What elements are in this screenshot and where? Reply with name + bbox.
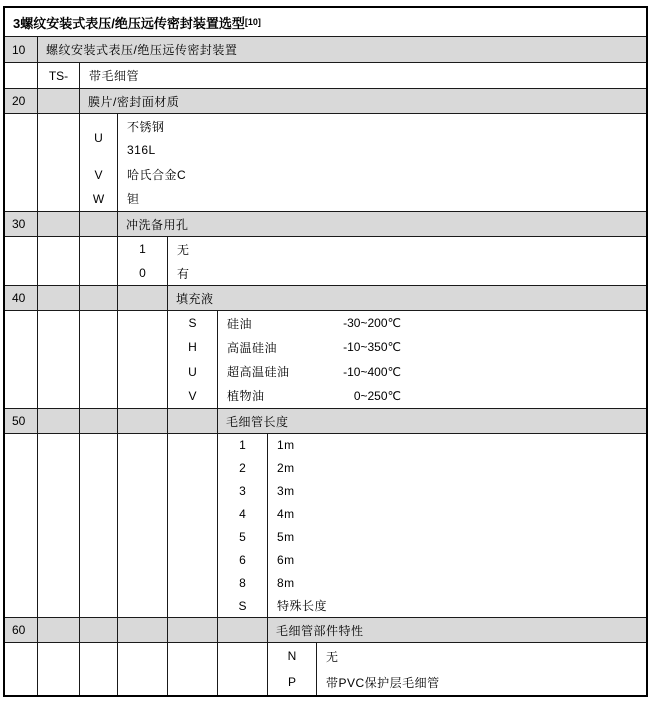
table-body xyxy=(5,37,646,695)
option-description-column xyxy=(80,63,646,88)
option-code: V xyxy=(188,388,197,403)
empty-cell xyxy=(38,311,80,408)
option-code-column xyxy=(38,63,80,88)
empty-cell xyxy=(38,237,80,285)
option-label: 带毛细管 xyxy=(89,69,140,83)
fill-fluid-temp-range: 0~250℃ xyxy=(353,388,401,403)
option-code: S xyxy=(188,316,197,331)
option-label: 1m xyxy=(277,438,295,453)
option-code: N xyxy=(287,649,297,663)
option-code: S xyxy=(238,598,247,613)
empty-cell xyxy=(38,409,80,433)
section-options-row-60 xyxy=(5,643,646,695)
section-header-row-40 xyxy=(5,286,646,311)
option-code: U xyxy=(94,131,103,146)
option-code: V xyxy=(94,167,103,182)
section-header-label: 填充液 xyxy=(176,291,214,306)
option-label-line xyxy=(80,63,646,88)
option-code: TS- xyxy=(48,68,69,83)
option-label: 无 xyxy=(177,242,190,257)
fill-fluid-name: 超高温硅油 xyxy=(227,365,290,380)
empty-cell xyxy=(218,618,268,642)
empty-cell xyxy=(80,237,118,285)
empty-cell xyxy=(118,311,168,408)
option-description-column xyxy=(218,311,646,408)
option-description-column xyxy=(268,434,646,617)
option-code: 1 xyxy=(239,438,246,453)
option-label: 3m xyxy=(277,484,295,499)
empty-cell xyxy=(168,409,218,433)
section-id-10: 10 xyxy=(5,37,38,62)
empty-cell xyxy=(38,643,80,695)
option-code: 3 xyxy=(239,484,246,499)
empty-cell xyxy=(38,212,80,236)
section-header-row-30 xyxy=(5,212,646,237)
empty-cell xyxy=(80,618,118,642)
option-label-line xyxy=(268,548,646,571)
option-label-line xyxy=(218,311,646,335)
option-code-column xyxy=(218,434,268,617)
option-code: 4 xyxy=(239,507,246,522)
fill-fluid-temp-range: -10~400℃ xyxy=(343,364,401,379)
option-code: 1 xyxy=(139,242,146,256)
option-label: 8m xyxy=(277,575,295,590)
empty-cell xyxy=(38,434,80,617)
option-label: 特殊长度 xyxy=(277,599,328,614)
option-label-line xyxy=(168,261,646,285)
option-code-column xyxy=(80,114,118,211)
section-header-row-60 xyxy=(5,618,646,643)
empty-cell xyxy=(118,409,168,433)
empty-cell xyxy=(5,311,38,408)
option-code-column xyxy=(268,643,317,695)
section-id-30: 30 xyxy=(5,212,38,236)
option-label-line xyxy=(168,237,646,261)
empty-cell xyxy=(5,114,38,211)
section-id-50: 50 xyxy=(5,409,38,433)
option-label-line xyxy=(268,571,646,594)
option-code-column xyxy=(118,237,168,285)
empty-cell xyxy=(218,643,268,695)
empty-cell xyxy=(80,286,118,310)
option-label: 无 xyxy=(326,649,339,664)
option-label-line xyxy=(268,526,646,549)
option-label-line xyxy=(118,138,646,162)
option-label: 不锈钢 xyxy=(127,119,165,134)
option-label: 4m xyxy=(277,507,295,522)
section-header-label: 膜片/密封面材质 xyxy=(88,94,180,109)
section-options-row-10 xyxy=(5,63,646,89)
section-options-row-50 xyxy=(5,434,646,618)
option-label-line xyxy=(118,114,646,138)
option-code: 2 xyxy=(239,461,246,476)
empty-cell xyxy=(80,409,118,433)
empty-cell xyxy=(5,237,38,285)
option-description-column xyxy=(317,643,646,695)
empty-cell xyxy=(168,618,218,642)
option-label: 6m xyxy=(277,552,295,567)
option-label-line xyxy=(218,335,646,359)
option-code-column xyxy=(168,311,218,408)
empty-cell xyxy=(80,434,118,617)
option-code: H xyxy=(188,340,197,355)
option-label-line xyxy=(317,669,646,695)
section-options-row-30 xyxy=(5,237,646,286)
option-label: 2m xyxy=(277,461,295,476)
option-description-column xyxy=(118,114,646,211)
section-id-60: 60 xyxy=(5,618,38,642)
option-code: 0 xyxy=(139,266,146,280)
option-label: 钽 xyxy=(127,192,140,207)
option-label-line xyxy=(268,594,646,617)
option-label: 有 xyxy=(177,266,190,281)
section-options-row-40 xyxy=(5,311,646,409)
empty-cell xyxy=(5,63,38,88)
option-code: 5 xyxy=(239,529,246,544)
option-code: U xyxy=(188,364,197,379)
option-code: 8 xyxy=(239,575,246,590)
option-code: P xyxy=(287,675,296,689)
option-label-line xyxy=(317,643,646,669)
option-label: 316L xyxy=(127,143,156,158)
empty-cell xyxy=(38,114,80,211)
option-label-line xyxy=(268,503,646,526)
option-label: 带PVC保护层毛细管 xyxy=(326,675,440,690)
table-title-row xyxy=(5,8,646,37)
table-title: 3螺纹安装式表压/绝压远传密封装置选型 xyxy=(13,15,245,31)
section-header-label: 毛细管长度 xyxy=(226,414,289,429)
section-header-label: 冲洗备用孔 xyxy=(126,217,189,232)
section-id-20: 20 xyxy=(5,89,38,113)
option-label-line xyxy=(268,457,646,480)
option-label-line xyxy=(268,434,646,457)
empty-cell xyxy=(80,643,118,695)
table-title-footnote: [10] xyxy=(244,17,261,27)
fill-fluid-temp-range: -10~350℃ xyxy=(343,340,401,355)
option-code: 6 xyxy=(239,552,246,567)
empty-cell xyxy=(118,286,168,310)
section-id-40: 40 xyxy=(5,286,38,310)
option-label: 哈氏合金C xyxy=(127,168,187,183)
section-header-label: 螺纹安装式表压/绝压远传密封装置 xyxy=(46,43,238,57)
empty-cell xyxy=(38,286,80,310)
section-header-row-10 xyxy=(5,37,646,63)
selection-table xyxy=(3,6,648,697)
fill-fluid-name: 硅油 xyxy=(227,316,253,331)
empty-cell xyxy=(38,89,80,113)
option-label-line xyxy=(118,187,646,211)
empty-cell xyxy=(168,643,218,695)
section-header-label: 毛细管部件特性 xyxy=(276,623,364,638)
empty-cell xyxy=(118,643,168,695)
section-header-row-50 xyxy=(5,409,646,434)
empty-cell xyxy=(118,618,168,642)
option-label-line xyxy=(268,480,646,503)
option-label-line xyxy=(218,360,646,384)
empty-cell xyxy=(5,643,38,695)
option-code: W xyxy=(92,191,105,206)
empty-cell xyxy=(80,212,118,236)
fill-fluid-name: 高温硅油 xyxy=(227,340,278,355)
section-header-row-20 xyxy=(5,89,646,114)
section-options-row-20 xyxy=(5,114,646,212)
fill-fluid-name: 植物油 xyxy=(227,389,265,404)
option-description-column xyxy=(168,237,646,285)
empty-cell xyxy=(118,434,168,617)
empty-cell xyxy=(5,434,38,617)
empty-cell xyxy=(38,618,80,642)
fill-fluid-temp-range: -30~200℃ xyxy=(343,316,401,331)
option-label: 5m xyxy=(277,529,295,544)
empty-cell xyxy=(168,434,218,617)
option-label-line xyxy=(118,163,646,187)
option-label-line xyxy=(218,384,646,408)
empty-cell xyxy=(80,311,118,408)
